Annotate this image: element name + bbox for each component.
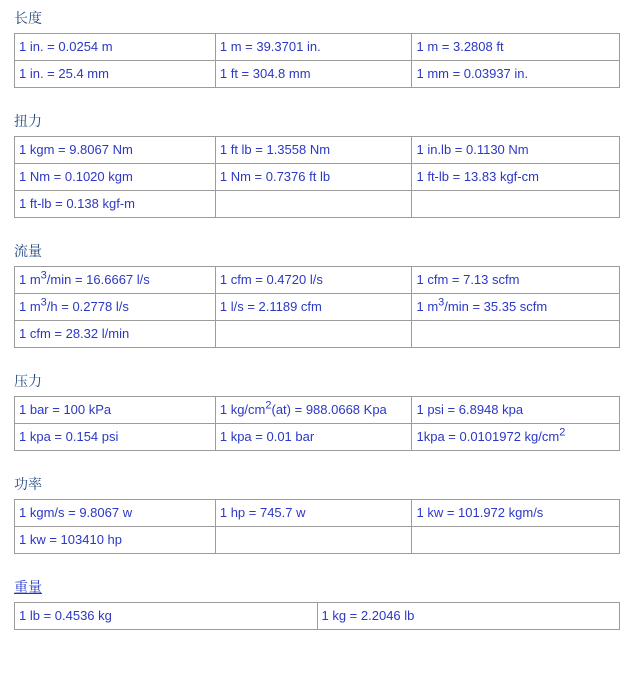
- table-cell: 1kpa = 0.0101972 $kg/cm^2$: [412, 424, 620, 451]
- table-cell: 1 l/s = 2.1189 cfm: [215, 294, 412, 321]
- table-cell: [215, 191, 412, 218]
- table-cell: 1 in. = 25.4 mm: [15, 61, 216, 88]
- section-pressure: [14, 373, 620, 451]
- table-cell: 1 $m^3/h = 0.2778$ l/s: [15, 294, 216, 321]
- section-torque: [14, 113, 620, 218]
- section-title-power: 功率: [14, 476, 42, 492]
- section-title-length: 长度: [14, 10, 42, 26]
- table-row: [15, 424, 620, 451]
- weight-table: [14, 602, 620, 630]
- table-cell: 1 m = 3.2808 ft: [412, 34, 620, 61]
- table-cell: 1 bar = 100 kPa: [15, 397, 216, 424]
- section-title-weight-link[interactable]: 重量: [14, 579, 42, 595]
- section-length: [14, 10, 620, 88]
- table-row: [15, 294, 620, 321]
- table-cell: 1 ft lb = 1.3558 Nm: [215, 137, 412, 164]
- table-cell: 1 $kg/cm^2(at) = 988.0668$ Kpa: [215, 397, 412, 424]
- table-cell: [215, 321, 412, 348]
- table-cell: 1 kg = 2.2046 lb: [317, 603, 620, 630]
- table-cell: 1 $m^3/\min = 16.6667$ l/s: [15, 267, 216, 294]
- section-title-torque: 扭力: [14, 113, 42, 129]
- table-cell: 1 lb = 0.4536 kg: [15, 603, 318, 630]
- table-row: [15, 321, 620, 348]
- section-weight: [14, 579, 620, 630]
- table-cell: 1 in.lb = 0.1130 Nm: [412, 137, 620, 164]
- section-power: [14, 476, 620, 554]
- table-cell: 1 mm = 0.03937 in.: [412, 61, 620, 88]
- table-row: [15, 527, 620, 554]
- table-cell: 1 kgm = 9.8067 Nm: [15, 137, 216, 164]
- table-cell: 1 Nm = 0.7376 ft lb: [215, 164, 412, 191]
- table-row: [15, 603, 620, 630]
- table-row: [15, 61, 620, 88]
- table-cell: 1 psi = 6.8948 kpa: [412, 397, 620, 424]
- table-cell: 1 ft = 304.8 mm: [215, 61, 412, 88]
- table-cell: [412, 191, 620, 218]
- length-table: [14, 33, 620, 88]
- table-cell: 1 kgm/s = 9.8067 w: [15, 500, 216, 527]
- table-row: [15, 34, 620, 61]
- table-cell: 1 hp = 745.7 w: [215, 500, 412, 527]
- table-cell: [215, 527, 412, 554]
- table-row: [15, 137, 620, 164]
- flow-table: [14, 266, 620, 348]
- table-cell: 1 kpa = 0.01 bar: [215, 424, 412, 451]
- power-table: [14, 499, 620, 554]
- table-cell: 1 kw = 101.972 kgm/s: [412, 500, 620, 527]
- section-title-flow: 流量: [14, 243, 42, 259]
- table-row: [15, 191, 620, 218]
- table-cell: 1 cfm = 7.13 scfm: [412, 267, 620, 294]
- section-flow: [14, 243, 620, 348]
- pressure-table: [14, 396, 620, 451]
- table-cell: 1 cfm = 28.32 l/min: [15, 321, 216, 348]
- table-cell: 1 Nm = 0.1020 kgm: [15, 164, 216, 191]
- table-cell: 1 in. = 0.0254 m: [15, 34, 216, 61]
- table-cell: [412, 527, 620, 554]
- table-cell: 1 m = 39.3701 in.: [215, 34, 412, 61]
- table-row: [15, 164, 620, 191]
- table-cell: 1 $m^3/\min = 35.35$ scfm: [412, 294, 620, 321]
- section-title-pressure: 压力: [14, 373, 42, 389]
- table-cell: 1 kw = 103410 hp: [15, 527, 216, 554]
- table-row: [15, 397, 620, 424]
- table-cell: 1 ft-lb = 0.138 kgf-m: [15, 191, 216, 218]
- table-cell: 1 ft-lb = 13.83 kgf-cm: [412, 164, 620, 191]
- table-row: [15, 500, 620, 527]
- table-cell: [412, 321, 620, 348]
- torque-table: [14, 136, 620, 218]
- table-row: [15, 267, 620, 294]
- table-cell: 1 kpa = 0.154 psi: [15, 424, 216, 451]
- table-cell: 1 cfm = 0.4720 l/s: [215, 267, 412, 294]
